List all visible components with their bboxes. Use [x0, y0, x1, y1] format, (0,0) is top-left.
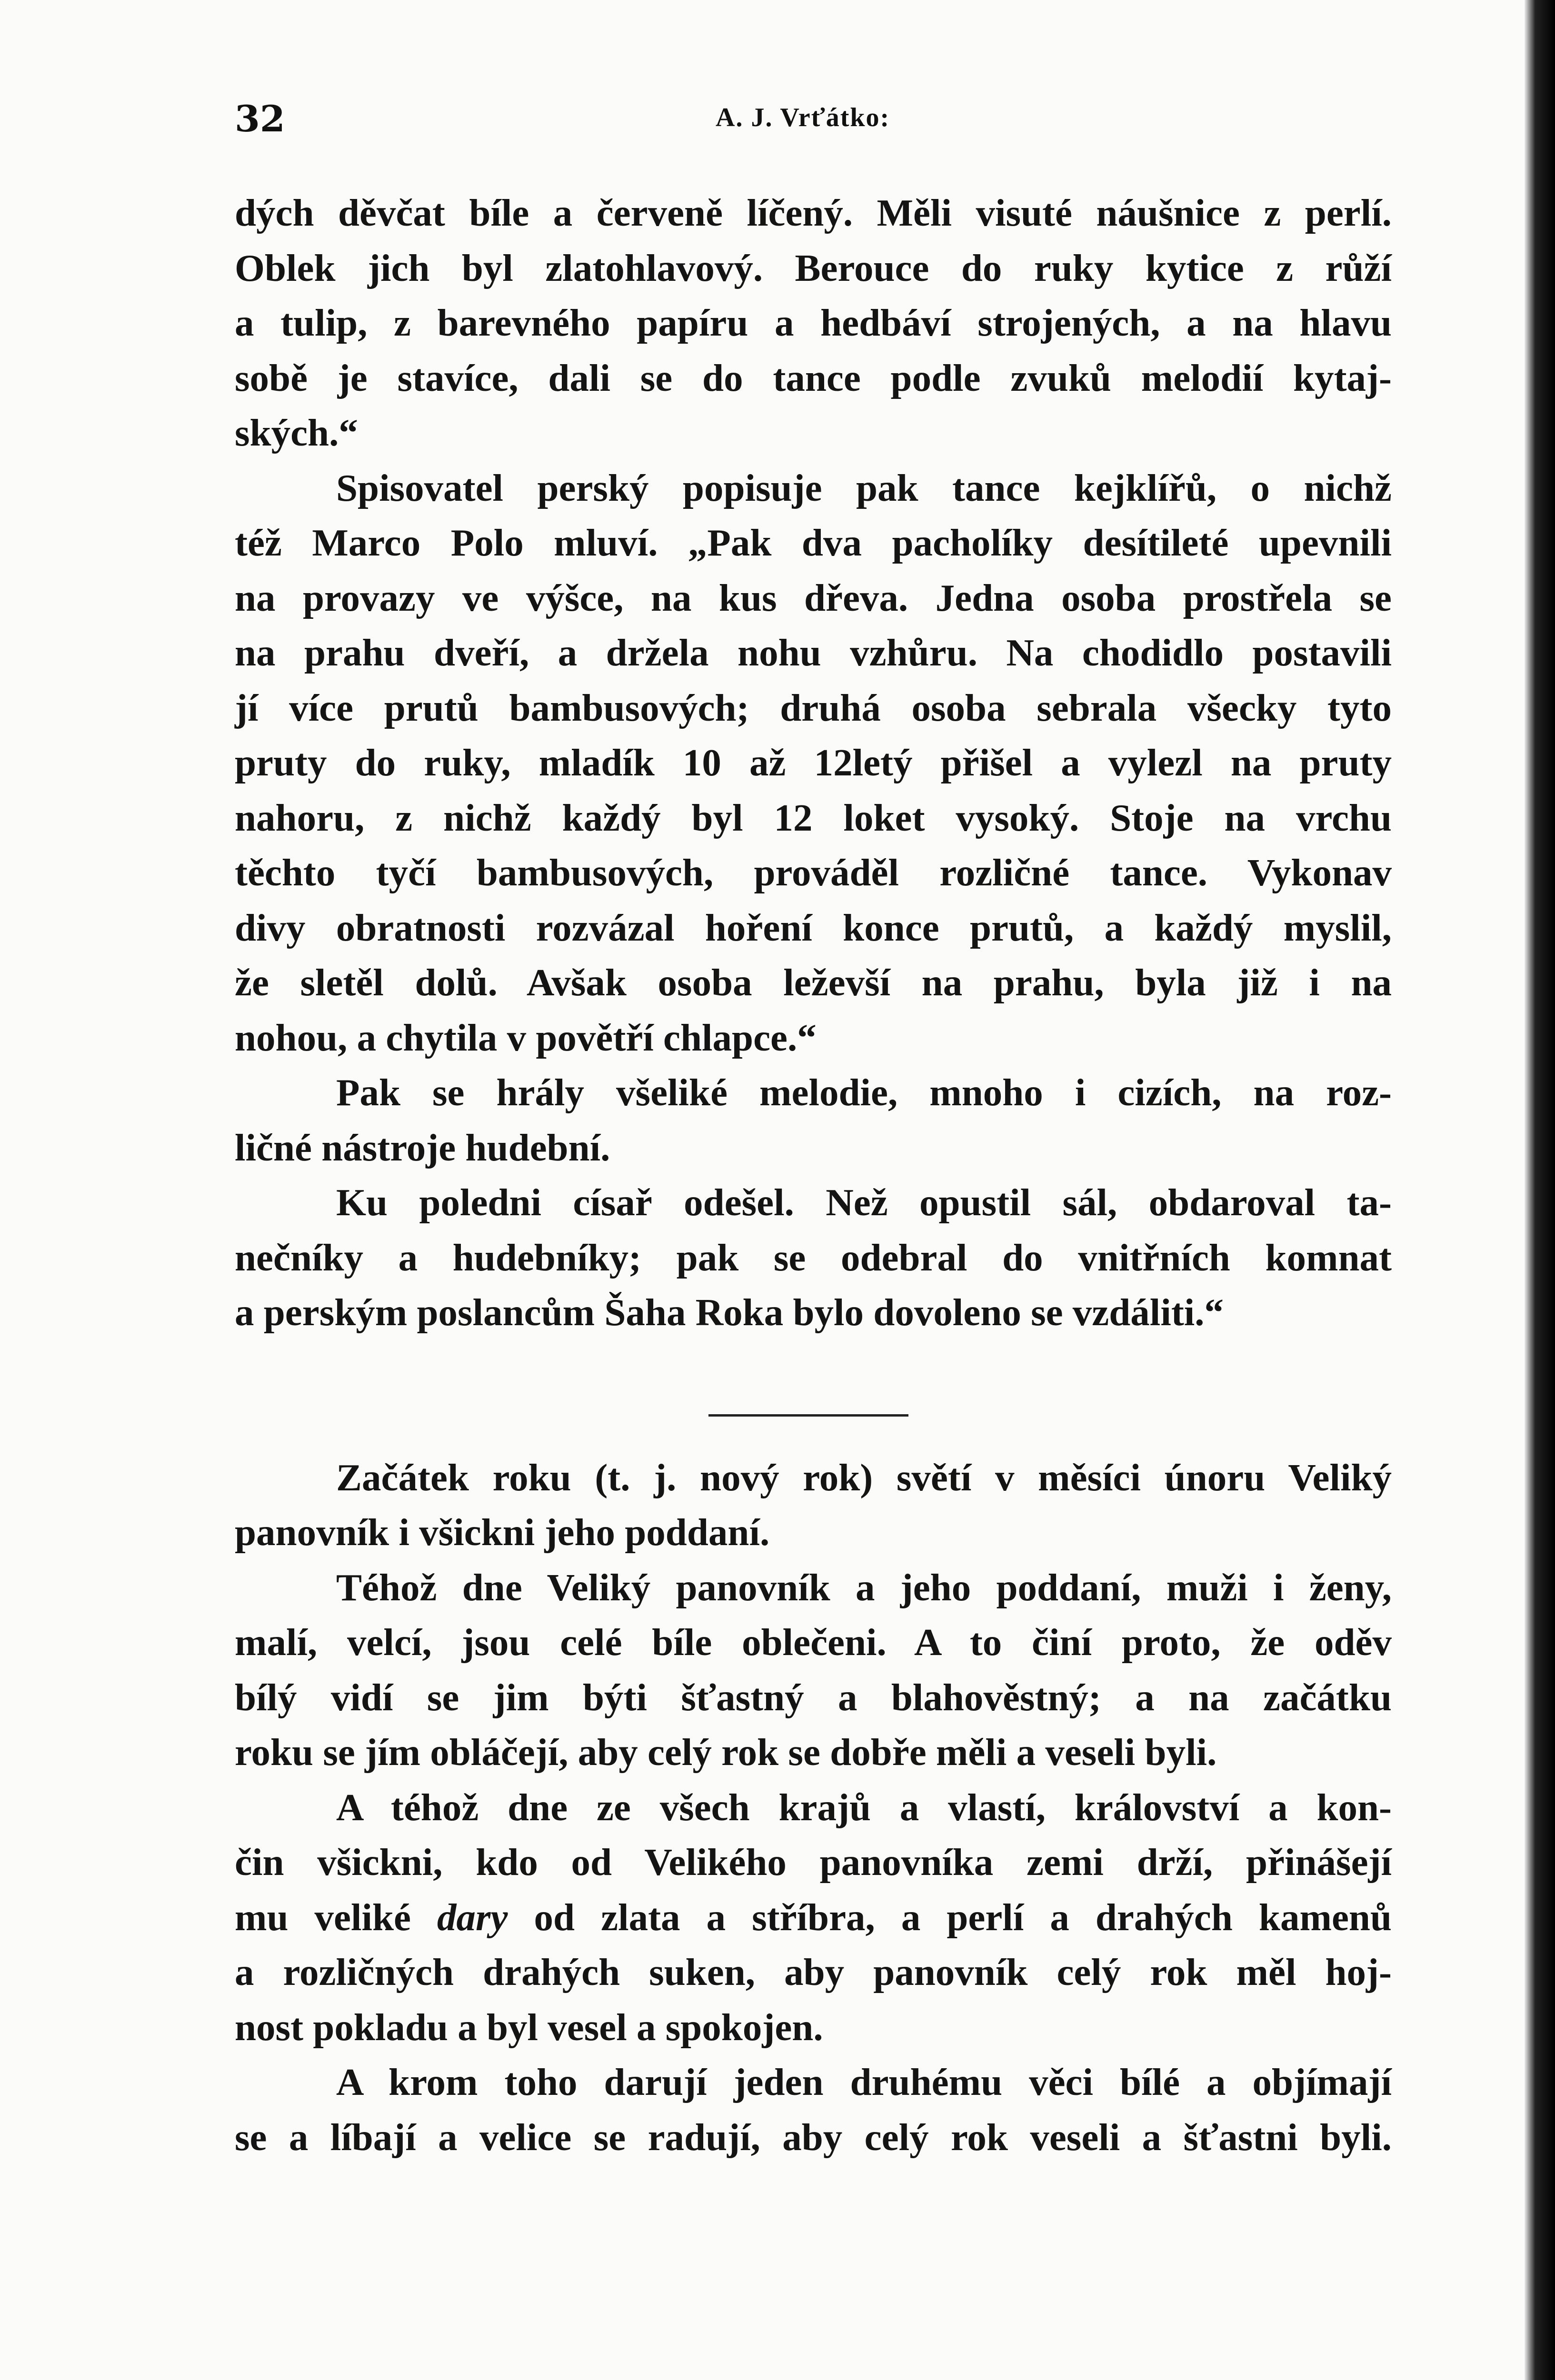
text-line: nohou, a chytila v povětří chlapce.“ — [235, 1016, 817, 1059]
text-line: a tulip, z barevného papíru a hedbáví strojených, a na hlavu — [235, 301, 1392, 344]
page-edge-shadow — [1525, 0, 1555, 2380]
text-line: Pak se hrály všeliké melodie, mnoho i cizích, na roz- — [336, 1071, 1392, 1114]
text-line: malí, velcí, jsou celé bíle oblečeni. A to činí proto, že oděv — [235, 1621, 1392, 1664]
section-divider — [235, 1340, 1392, 1450]
text-line: a rozličných drahých suken, aby panovník celý rok měl hoj- — [235, 1951, 1392, 1993]
paragraph — [235, 186, 1392, 461]
text-line: Téhož dne Veliký panovník a jeho poddaní, muži i ženy, — [336, 1566, 1392, 1609]
text-line: dých děvčat bíle a červeně líčený. Měli visuté náušnice z perlí. — [235, 191, 1392, 234]
text-line: a perským poslancům Šaha Roka bylo dovoleno se vzdáliti.“ — [235, 1291, 1224, 1334]
text-line: na prahu dveří, a držela nohu vzhůru. Na chodidlo postavili — [235, 631, 1392, 674]
paragraph — [235, 461, 1392, 1066]
text-line: roku se jím obláčejí, aby celý rok se dobře měli a veseli byli. — [235, 1731, 1217, 1774]
paragraph — [235, 1175, 1392, 1340]
text-line: Začátek roku (t. j. nový rok) světí v měsíci únoru Veliký — [336, 1456, 1392, 1499]
text-line: Ku poledni císař odešel. Než opustil sál, obdaroval ta- — [336, 1181, 1392, 1224]
text-line: jí více prutů bambusových; druhá osoba sebrala všecky tyto — [235, 686, 1392, 729]
text-run: mu veliké — [235, 1895, 438, 1939]
paragraph — [235, 1065, 1392, 1175]
text-line: nahoru, z nichž každý byl 12 loket vysoký. Stoje na vrchu — [235, 796, 1392, 839]
text-line — [235, 1890, 1392, 1945]
text-line: na provazy ve výšce, na kus dřeva. Jedna osoba prostřela se — [235, 576, 1392, 619]
text-line: že sletěl dolů. Avšak osoba leževší na prahu, byla již i na — [235, 961, 1392, 1004]
text-line: Spisovatel perský popisuje pak tance kejklířů, o nichž — [336, 466, 1392, 509]
text-line: bílý vidí se jim býti šťastný a blahověstný; a na začátku — [235, 1676, 1392, 1719]
text-line: ských.“ — [235, 411, 358, 454]
text-run: od zlata a stříbra, a perlí a drahých kamenů — [508, 1895, 1392, 1939]
text-line: se a líbají a velice se radují, aby celý rok veseli a šťastni byli. — [235, 2115, 1392, 2159]
divider-line — [708, 1414, 908, 1417]
italic-word: dary — [437, 1895, 508, 1939]
text-line: A téhož dne ze všech krajů a vlastí, království a kon- — [336, 1785, 1392, 1829]
text-line: sobě je stavíce, dali se do tance podle zvuků melodií kytaj- — [235, 356, 1392, 399]
text-line: těchto tyčí bambusových, prováděl rozličné tance. Vykonav — [235, 851, 1392, 894]
body-text — [235, 186, 1392, 2165]
text-line: Oblek jich byl zlatohlavový. Berouce do ruky kytice z růží — [235, 246, 1392, 289]
text-line: pruty do ruky, mladík 10 až 12letý přišel a vylezl na pruty — [235, 741, 1392, 784]
text-line: panovník i všickni jeho poddaní. — [235, 1511, 770, 1554]
text-line: čin všickni, kdo od Velikého panovníka zemi drží, přinášejí — [235, 1841, 1392, 1884]
paragraph — [235, 1560, 1392, 1780]
text-line: nost pokladu a byl vesel a spokojen. — [235, 2005, 823, 2049]
paragraph — [235, 1450, 1392, 1560]
text-line: ličné nástroje hudební. — [235, 1126, 610, 1169]
paragraph — [235, 1780, 1392, 2055]
running-head: A. J. Vrťátko: — [716, 103, 890, 132]
text-line: nečníky a hudebníky; pak se odebral do vnitřních komnat — [235, 1236, 1392, 1279]
text-line: též Marco Polo mluví. „Pak dva pacholíky desítileté upevnili — [235, 521, 1392, 564]
text-line: divy obratnosti rozvázal hoření konce prutů, a každý myslil, — [235, 906, 1392, 949]
text-line: A krom toho darují jeden druhému věci bílé a objímají — [336, 2061, 1392, 2103]
paragraph — [235, 2055, 1392, 2165]
page-header — [235, 93, 1392, 155]
page-number: 32 — [235, 98, 285, 140]
